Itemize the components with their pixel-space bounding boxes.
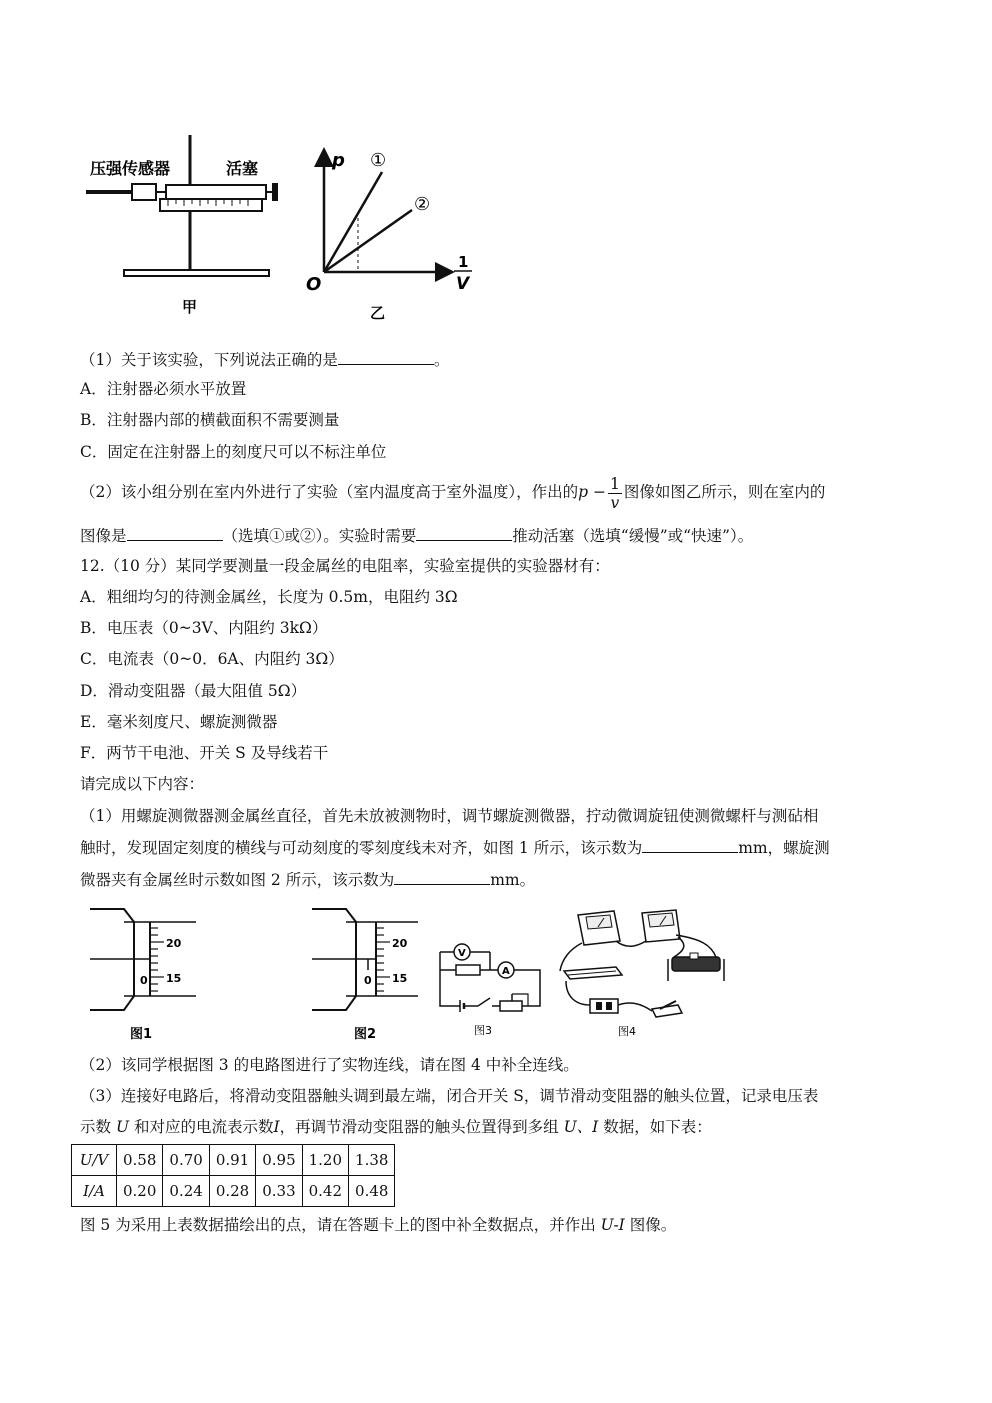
fig4-caption: 图4 (618, 1025, 636, 1038)
q12-part1-line3: 微器夹有金属丝时示数如图 2 所示，该示数为 mm。 (80, 868, 535, 891)
table-row (72, 1145, 395, 1176)
line-1-label: ① (370, 150, 387, 171)
table-row (72, 1176, 395, 1207)
ui-data-table (71, 1144, 395, 1207)
axis-p-label: p (332, 150, 345, 171)
figure-3-circuit (436, 930, 548, 1042)
table-cell: 0.24 (163, 1176, 209, 1207)
line-2-label: ② (414, 194, 431, 215)
q11-part2-line2: 图像是 （选填①或②）。实验时需要 推动活塞（选填“缓慢”或“快速”）。 (80, 524, 753, 547)
fig1-zero: 0 (140, 974, 148, 987)
voltmeter-label: V (458, 948, 466, 959)
table-cell: 1.38 (349, 1145, 395, 1176)
one-over-v-fraction: $\frac{1}{v}$ (609, 474, 620, 512)
q12-option-c: C．电流表（0~0．6A、内阻约 3Ω） (80, 650, 344, 668)
figure-yi (300, 140, 490, 325)
q11-part2-blank2[interactable] (416, 524, 512, 541)
axis-x-numerator: 1 (458, 253, 469, 271)
table-cell: 1.20 (302, 1145, 348, 1176)
table-header-u: U/V (72, 1145, 117, 1176)
piston-label: 活塞 (226, 159, 259, 178)
q12-part3-line1: （3）连接好电路后，将滑动变阻器触头调到最左端，闭合开关 S，调节滑动变阻器的触头位置，记录电压表 (80, 1087, 819, 1105)
q11-part2-blank1[interactable] (127, 524, 223, 541)
table-cell: 0.33 (256, 1176, 302, 1207)
q12-part2: （2）该同学根据图 3 的电路图进行了实物连线，请在图 4 中补全连线。 (80, 1056, 579, 1074)
q12-part1-blank2[interactable] (394, 868, 490, 885)
q12-part1-blank1[interactable] (642, 836, 738, 853)
q11-part1: （1）关于该实验，下列说法正确的是 。 (80, 348, 449, 371)
table-cell: 0.58 (117, 1145, 163, 1176)
fig2-tick-20: 20 (392, 937, 408, 950)
table-cell: 0.28 (209, 1176, 255, 1207)
axis-x-denominator: V (456, 274, 470, 294)
figure-jia (84, 130, 284, 325)
q12-option-e: E．毫米刻度尺、螺旋测微器 (80, 713, 278, 731)
q12-stem: 12.（10 分）某同学要测量一段金属丝的电阻率，实验室提供的实验器材有： (80, 557, 610, 575)
q12-part1-line2: 触时，发现固定刻度的横线与可动刻度的零刻度线未对齐，如图 1 所示，该示数为 mm，螺旋测 (80, 836, 830, 859)
q11-option-c: C．固定在注射器上的刻度尺可以不标注单位 (80, 443, 387, 461)
table-cell: 0.91 (209, 1145, 255, 1176)
table-header-i: I/A (72, 1176, 117, 1207)
q12-fig5-instruction: 图 5 为采用上表数据描绘出的点，请在答题卡上的图中补全数据点，并作出 U-I 图像。 (80, 1216, 677, 1234)
table-cell: 0.95 (256, 1145, 302, 1176)
fig2-tick-15: 15 (392, 972, 408, 985)
q12-option-a: A．粗细均匀的待测金属丝，长度为 0.5m，电阻约 3Ω (80, 588, 458, 606)
fig1-tick-15: 15 (166, 972, 182, 985)
q12-option-b: B．电压表（0~3V、内阻约 3kΩ） (80, 619, 328, 637)
fig2-caption: 图2 (354, 1027, 377, 1042)
figure-yi-caption: 乙 (370, 304, 386, 322)
q12-instruction: 请完成以下内容： (80, 775, 205, 793)
ammeter-label: A (502, 966, 510, 977)
q11-part1-blank[interactable] (338, 348, 434, 365)
q12-option-d: D．滑动变阻器（最大阻值 5Ω） (80, 682, 307, 700)
fig2-zero: 0 (364, 974, 372, 987)
q11-option-b: B．注射器内部的横截面积不需要测量 (80, 411, 340, 429)
sensor-label: 压强传感器 (90, 159, 171, 178)
q12-option-f: F．两节干电池、开关 S 及导线若干 (80, 744, 329, 762)
fig1-caption: 图1 (130, 1027, 153, 1042)
figure-1-micrometer (88, 904, 208, 1046)
fig3-caption: 图3 (474, 1024, 492, 1037)
figure-4-apparatus (556, 905, 731, 1043)
figure-jia-caption: 甲 (182, 298, 198, 316)
fig1-tick-20: 20 (166, 937, 182, 950)
q11-option-a: A．注射器必须水平放置 (80, 380, 247, 398)
table-cell: 0.42 (302, 1176, 348, 1207)
q11-part2-line1: （2）该小组分别在室内外进行了实验（室内温度高于室外温度），作出的p − $\frac{1}{v}$ 图像如图乙所示，则在室内的 (80, 474, 826, 512)
q12-part3-line2: 示数 U 和对应的电流表示数I，再调节滑动变阻器的触头位置得到多组 U、I 数据，如下表： (80, 1118, 712, 1136)
table-cell: 0.20 (117, 1176, 163, 1207)
origin-label: O (306, 274, 322, 295)
figure-2-micrometer (310, 904, 430, 1046)
table-cell: 0.48 (349, 1176, 395, 1207)
table-cell: 0.70 (163, 1145, 209, 1176)
q12-part1-line1: （1）用螺旋测微器测金属丝直径，首先未放被测物时，调节螺旋测微器，拧动微调旋钮使测微螺杆与测砧相 (80, 807, 819, 825)
